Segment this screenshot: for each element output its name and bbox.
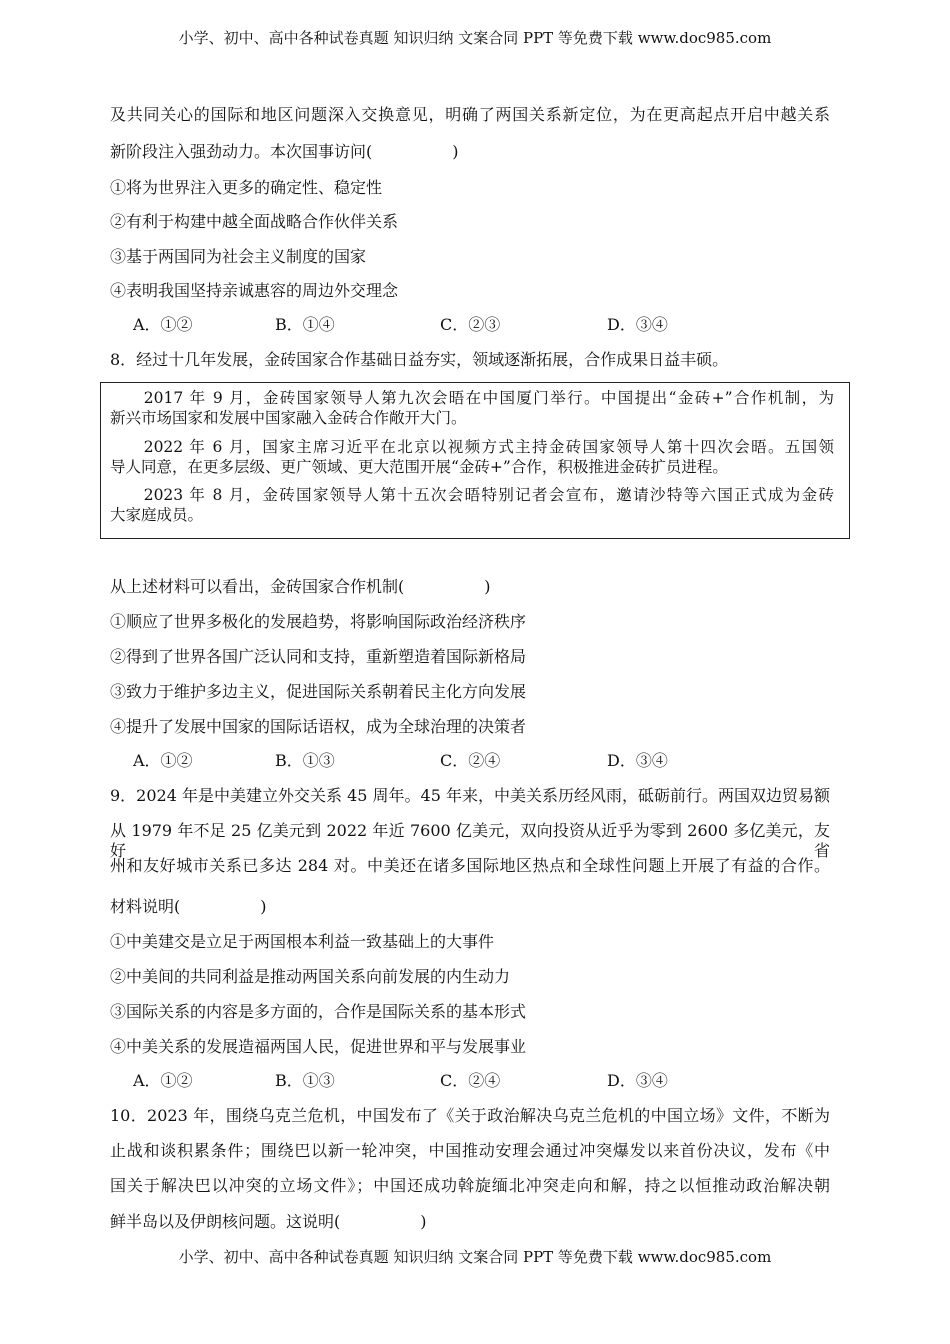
q8-question: 从上述材料可以看出，金砖国家合作机制( ) bbox=[110, 577, 491, 596]
q8-item: ②得到了世界各国广泛认同和支持，重新塑造着国际新格局 bbox=[110, 647, 527, 666]
q9-item: ②中美间的共同利益是推动两国关系向前发展的内生动力 bbox=[110, 967, 511, 986]
q8-option-b: B．①③ bbox=[275, 751, 335, 770]
q9-item: ③国际关系的内容是多方面的，合作是国际关系的基本形式 bbox=[110, 1002, 527, 1021]
q9-option-d: D．③④ bbox=[607, 1071, 668, 1090]
q7-option-a: A．①② bbox=[133, 315, 193, 334]
q7-item: ④表明我国坚持亲诚惠容的周边外交理念 bbox=[110, 281, 399, 300]
q8-item: ③致力于维护多边主义，促进国际关系朝着民主化方向发展 bbox=[110, 682, 527, 701]
material-line: 2023 年 8 月，金砖国家领导人第十五次会晤特别记者会宣布，邀请沙特等六国正式成为金砖 bbox=[110, 486, 834, 504]
page-header: 小学、初中、高中各种试卷真题 知识归纳 文案合同 PPT 等免费下载 www.doc985.com bbox=[178, 29, 772, 47]
q8-stem: 8．经过十几年发展，金砖国家合作基础日益夯实，领域逐渐拓展，合作成果日益丰硕。 bbox=[110, 350, 729, 369]
q8-option-c: C．②④ bbox=[440, 751, 501, 770]
q9-option-b: B．①③ bbox=[275, 1071, 335, 1090]
q10-text: 国关于解决巴以冲突的立场文件》；中国还成功斡旋缅北冲突走向和解，持之以恒推动政治解决朝 bbox=[110, 1176, 830, 1195]
q7-option-b: B．①④ bbox=[275, 315, 335, 334]
q10-text: 10．2023 年，围绕乌克兰危机，中国发布了《关于政治解决乌克兰危机的中国立场》文件，不断为 bbox=[110, 1106, 830, 1125]
material-line: 2017 年 9 月，金砖国家领导人第九次会晤在中国厦门举行。中国提出“金砖+”合作机制，为 bbox=[110, 389, 834, 407]
q7-item: ①将为世界注入更多的确定性、稳定性 bbox=[110, 178, 383, 197]
q9-question: 材料说明( ) bbox=[110, 897, 267, 916]
q9-item: ①中美建交是立足于两国根本利益一致基础上的大事件 bbox=[110, 932, 495, 951]
q7-text: 新阶段注入强劲动力。本次国事访问( ) bbox=[110, 142, 459, 161]
material-line: 2022 年 6 月，国家主席习近平在北京以视频方式主持金砖国家领导人第十四次会晤。五国领 bbox=[110, 438, 834, 456]
q9-option-c: C．②④ bbox=[440, 1071, 501, 1090]
q10-text: 止战和谈积累条件；围绕巴以新一轮冲突，中国推动安理会通过冲突爆发以来首份决议，发布《中 bbox=[110, 1141, 830, 1160]
q7-option-d: D．③④ bbox=[607, 315, 668, 334]
q8-item: ④提升了发展中国家的国际话语权，成为全球治理的决策者 bbox=[110, 717, 527, 736]
material-line: 大家庭成员。 bbox=[110, 506, 204, 524]
q7-option-c: C．②③ bbox=[440, 315, 501, 334]
q8-option-d: D．③④ bbox=[607, 751, 668, 770]
material-line: 导人同意，在更多层级、更广领域、更大范围开展“金砖+”合作，积极推进金砖扩员进程。 bbox=[110, 458, 728, 476]
q9-text: 9．2024 年是中美建立外交关系 45 周年。45 年来，中美关系历经风雨，砥砺前行。两国双边贸易额 bbox=[110, 786, 830, 805]
q7-text: 及共同关心的国际和地区问题深入交换意见，明确了两国关系新定位，为在更高起点开启中越关系 bbox=[110, 105, 830, 124]
q9-item: ④中美关系的发展造福两国人民，促进世界和平与发展事业 bbox=[110, 1037, 527, 1056]
q9-option-a: A．①② bbox=[133, 1071, 193, 1090]
q9-text: 州和友好城市关系已多达 284 对。中美还在诸多国际地区热点和全球性问题上开展了有益的合作。 bbox=[110, 856, 830, 875]
q7-item: ②有利于构建中越全面战略合作伙伴关系 bbox=[110, 212, 399, 231]
page-footer: 小学、初中、高中各种试卷真题 知识归纳 文案合同 PPT 等免费下载 www.doc985.com bbox=[178, 1248, 772, 1266]
material-line: 新兴市场国家和发展中国家融入金砖合作敞开大门。 bbox=[110, 409, 467, 427]
q7-item: ③基于两国同为社会主义制度的国家 bbox=[110, 247, 367, 266]
q8-option-a: A．①② bbox=[133, 751, 193, 770]
q9-text: 从 1979 年不足 25 亿美元到 2022 年近 7600 亿美元，双向投资从近乎为零到 2600 多亿美元，友好省 bbox=[110, 821, 830, 860]
q8-item: ①顺应了世界多极化的发展趋势，将影响国际政治经济秩序 bbox=[110, 612, 527, 631]
q10-text: 鲜半岛以及伊朗核问题。这说明( ) bbox=[110, 1212, 427, 1231]
